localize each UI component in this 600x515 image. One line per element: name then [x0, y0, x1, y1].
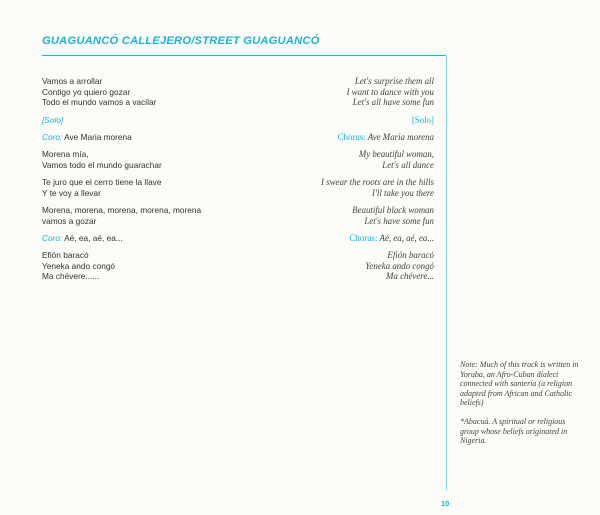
coro-text: Ave Maria morena [62, 131, 132, 142]
lyric-line: Te juro que el cerro tiene la llave [42, 176, 162, 187]
lyric-line: Todo el mundo vamos a vacilar [42, 97, 157, 108]
lyric-line: Ma chévere... [386, 271, 434, 282]
solo-marker: [Solo] [42, 114, 64, 125]
lyric-line: Let's have some fun [364, 215, 434, 226]
english-lyrics [250, 76, 434, 289]
english-stanza-1 [250, 76, 434, 108]
lyric-line: Efión baracó [387, 249, 434, 260]
title-divider [42, 55, 446, 56]
lyric-line: Y te voy a llevar [42, 187, 101, 198]
chorus-text: Ave Maria morena [365, 131, 434, 142]
lyric-line: I'll take you there [372, 187, 434, 198]
lyric-line: Yeneka ando congó [42, 260, 116, 271]
lyric-line: Vamos todo el mundo guarachar [42, 159, 162, 170]
lyric-line: Efión baracó [42, 249, 89, 260]
solo-marker: [Solo] [411, 114, 434, 125]
lyric-line: Yeneka ando congó [365, 260, 434, 271]
lyric-line: Morena, morena, morena, morena, morena [42, 204, 202, 215]
lyric-line: Beautiful black woman [352, 204, 434, 215]
lyric-line: Vamos a arrollar [42, 76, 103, 86]
coro-label: Coro: [42, 131, 63, 142]
page-number: 10 [441, 499, 450, 508]
english-stanza-5 [250, 250, 434, 282]
english-chorus-1 [250, 132, 434, 143]
english-stanza-2 [250, 149, 434, 170]
lyric-line: I want to dance with you [346, 86, 434, 97]
page-title: GUAGUANCÓ CALLEJERO/STREET GUAGUANCÓ [42, 35, 320, 47]
side-notes [460, 360, 580, 455]
chorus-label: Chorus: [337, 131, 366, 142]
lyric-line: Let's all dance [382, 159, 434, 170]
column-divider [446, 56, 447, 490]
english-chorus-2 [250, 233, 434, 244]
lyric-line: Ma chévere...... [42, 271, 100, 282]
coro-label: Coro: [42, 232, 63, 243]
chorus-label: Chorus: [349, 232, 378, 243]
lyric-line: Let's all have some fun [352, 97, 434, 108]
english-stanza-4 [250, 205, 434, 226]
lyric-line: Let's surprise them all [354, 76, 434, 86]
english-solo [250, 115, 434, 126]
lyric-line: My beautiful woman, [358, 149, 434, 160]
coro-text: Aé, ea, aé, ea... [62, 232, 123, 243]
lyric-line: I swear the roots are in the hills [321, 176, 434, 187]
lyric-line: Contigo yo quiero gozar [42, 86, 131, 97]
note-abacua: *Abacuá. A spiritual or religious group whose beliefs originated in Nigeria. [460, 416, 568, 446]
lyric-line: vamos a gozar [42, 215, 97, 226]
note-yoruba: Note: Much of this track is written in Yoruba, an Afro-Cuban dialect connected with santería (a religion adapted from African and Catholic beliefs) [460, 360, 579, 408]
chorus-text: Aé, ea, aé, ea... [377, 232, 434, 243]
english-stanza-3 [250, 177, 434, 198]
lyric-line: Morena mía, [42, 149, 89, 160]
